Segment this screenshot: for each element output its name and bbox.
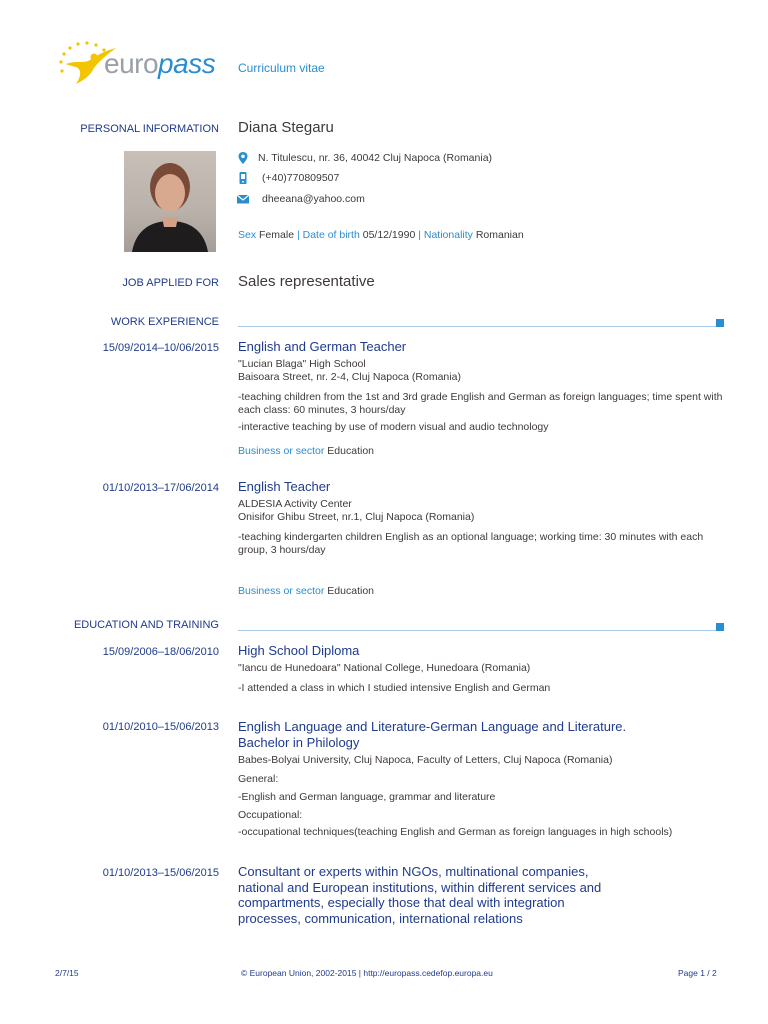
sex-label: Sex — [238, 229, 257, 241]
logo-text-euro: euro — [104, 48, 159, 79]
education-title: Consultant or experts within NGOs, multinational companies, — [238, 864, 589, 879]
section-rule-marker — [716, 623, 724, 631]
europass-logo — [54, 40, 224, 88]
nationality-value: Romanian — [475, 229, 524, 241]
sex-value: Female — [259, 229, 295, 241]
dob-value: 05/12/1990 — [362, 229, 416, 241]
sector-value: Education — [327, 445, 374, 457]
education-title: compartments, especially those that deal with integration — [238, 895, 565, 910]
work-title: English and German Teacher — [238, 339, 407, 354]
education-title: Bachelor in Philology — [238, 735, 360, 750]
section-rule-marker — [716, 319, 724, 327]
sector-value: Education — [327, 585, 374, 597]
work-date: 15/09/2014–10/06/2015 — [102, 342, 219, 354]
location-icon — [236, 151, 250, 165]
email-address: dheeana@yahoo.com — [262, 193, 365, 205]
dob-label: Date of birth — [302, 229, 360, 241]
work-title: English Teacher — [238, 479, 331, 494]
education-institution: "Iancu de Hunedoara" National College, Hunedoara (Romania) — [238, 662, 531, 674]
general-label: General: — [238, 773, 279, 785]
job-applied-value: Sales representative — [238, 273, 375, 290]
work-description: -teaching kindergarten children English as an optional language; working time: 30 minutes with each group, 3 hours/day — [238, 531, 704, 556]
nationality-label: Nationality — [423, 229, 473, 241]
education-title: national and European institutions, within different services and — [238, 880, 602, 895]
phone-number: (+40)770809507 — [262, 172, 340, 184]
work-description: -interactive teaching by use of modern visual and audio technology — [238, 421, 549, 433]
education-date: 15/09/2006–18/06/2010 — [102, 646, 219, 658]
work-description: -teaching children from the 1st and 3rd grade English and German as foreign languages; time spent with each class: 60 minutes, 3 hours/day — [238, 391, 723, 416]
profile-photo — [124, 151, 216, 252]
address: N. Titulescu, nr. 36, 40042 Cluj Napoca (Romania) — [258, 152, 493, 164]
education-institution: Babes-Bolyai University, Cluj Napoca, Faculty of Letters, Cluj Napoca (Romania) — [238, 754, 613, 766]
work-employer: ALDESIA Activity Center — [238, 498, 352, 510]
section-rule — [238, 630, 716, 631]
separator: | — [418, 229, 421, 241]
work-address: Onisifor Ghibu Street, nr.1, Cluj Napoca (Romania) — [238, 511, 475, 523]
work-date: 01/10/2013–17/06/2014 — [102, 482, 219, 494]
section-rule — [238, 326, 716, 327]
occupational-label: Occupational: — [238, 809, 303, 821]
occupational-value: -occupational techniques(teaching English and German as foreign languages in high schools) — [238, 826, 673, 838]
footer-date: 2/7/15 — [55, 968, 79, 978]
work-sector — [238, 585, 728, 598]
full-name: Diana Stegaru — [238, 119, 334, 136]
document-title: Curriculum vitae — [238, 61, 325, 75]
work-employer: "Lucian Blaga" High School — [238, 358, 366, 370]
education-title: processes, communication, international relations — [238, 911, 523, 926]
separator: | — [296, 229, 300, 241]
work-sector — [238, 445, 728, 458]
education-date: 01/10/2010–15/06/2013 — [102, 721, 219, 733]
sector-label: Business or sector — [238, 585, 325, 597]
section-label-job: JOB APPLIED FOR — [122, 277, 219, 289]
footer-copyright-link[interactable]: © European Union, 2002-2015 | http://europass.cedefop.europa.eu — [241, 968, 493, 978]
education-title: High School Diploma — [238, 643, 360, 658]
work-address: Baisoara Street, nr. 2-4, Cluj Napoca (Romania) — [238, 371, 461, 383]
mobile-phone-icon — [236, 171, 250, 185]
section-label-education: EDUCATION AND TRAINING — [73, 619, 219, 631]
general-value: -English and German language, grammar and literature — [238, 791, 496, 803]
education-description: -I attended a class in which I studied intensive English and German — [238, 682, 551, 694]
logo-text-pass: pass — [158, 48, 216, 79]
section-label-work: WORK EXPERIENCE — [110, 316, 219, 328]
education-date: 01/10/2013–15/06/2015 — [102, 867, 219, 879]
personal-details-line — [238, 229, 524, 242]
footer-page-number: Page 1 / 2 — [678, 968, 717, 978]
envelope-icon — [236, 192, 250, 206]
education-title: English Language and Literature-German Language and Literature. — [238, 719, 627, 734]
sector-label: Business or sector — [238, 445, 325, 457]
section-label-personal: PERSONAL INFORMATION — [80, 123, 219, 135]
